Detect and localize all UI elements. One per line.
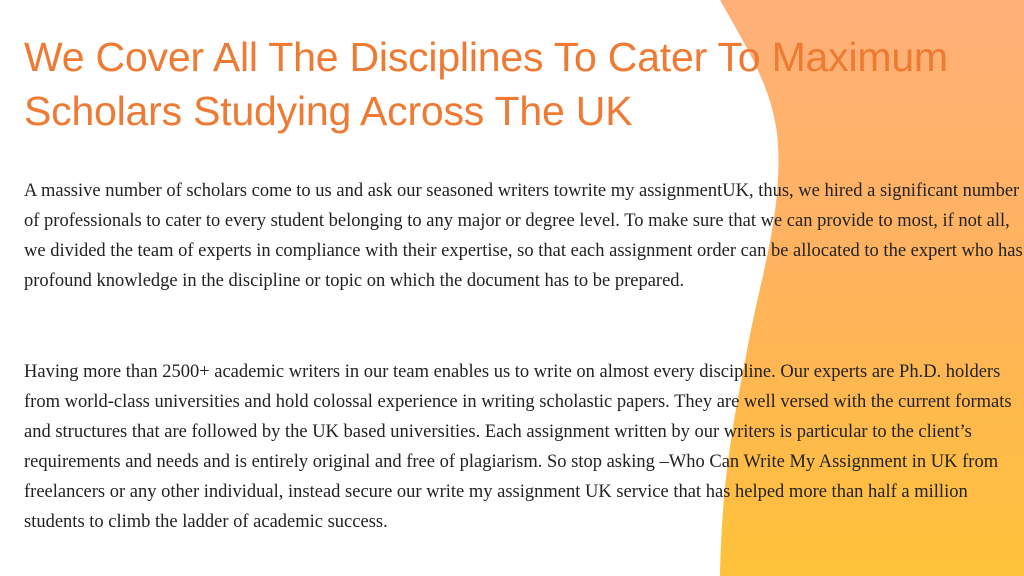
slide-title: We Cover All The Disciplines To Cater To Maximum Scholars Studying Across The UK — [24, 34, 948, 134]
body-paragraph-1: A massive number of scholars come to us and ask our seasoned writers towrite my assignmentUK, thus, we hired a significant number of professionals to cater to every student belonging to any major or degree level. To make sure that we can provide to most, if not all, we divided the team of experts in compliance with their expertise, so that each assignment order can be allocated to the expert who has profound knowledge in the discipline or topic on which the document has to be prepared. — [24, 181, 1023, 291]
body-paragraph-2: Having more than 2500+ academic writers in our team enables us to write on almost every discipline. Our experts are Ph.D. holders from world-class universities and hold colossal experience in writing scholastic papers. They are well versed with the current formats and structures that are followed by the UK based universities. Each assignment written by our writers is particular to the client’s requirements and needs and is entirely original and free of plagiarism. So stop asking –Who Can Write My Assignment in UK from freelancers or any other individual, instead secure our write my assignment UK service that has helped more than half a million students to climb the ladder of academic success. — [24, 362, 1012, 532]
